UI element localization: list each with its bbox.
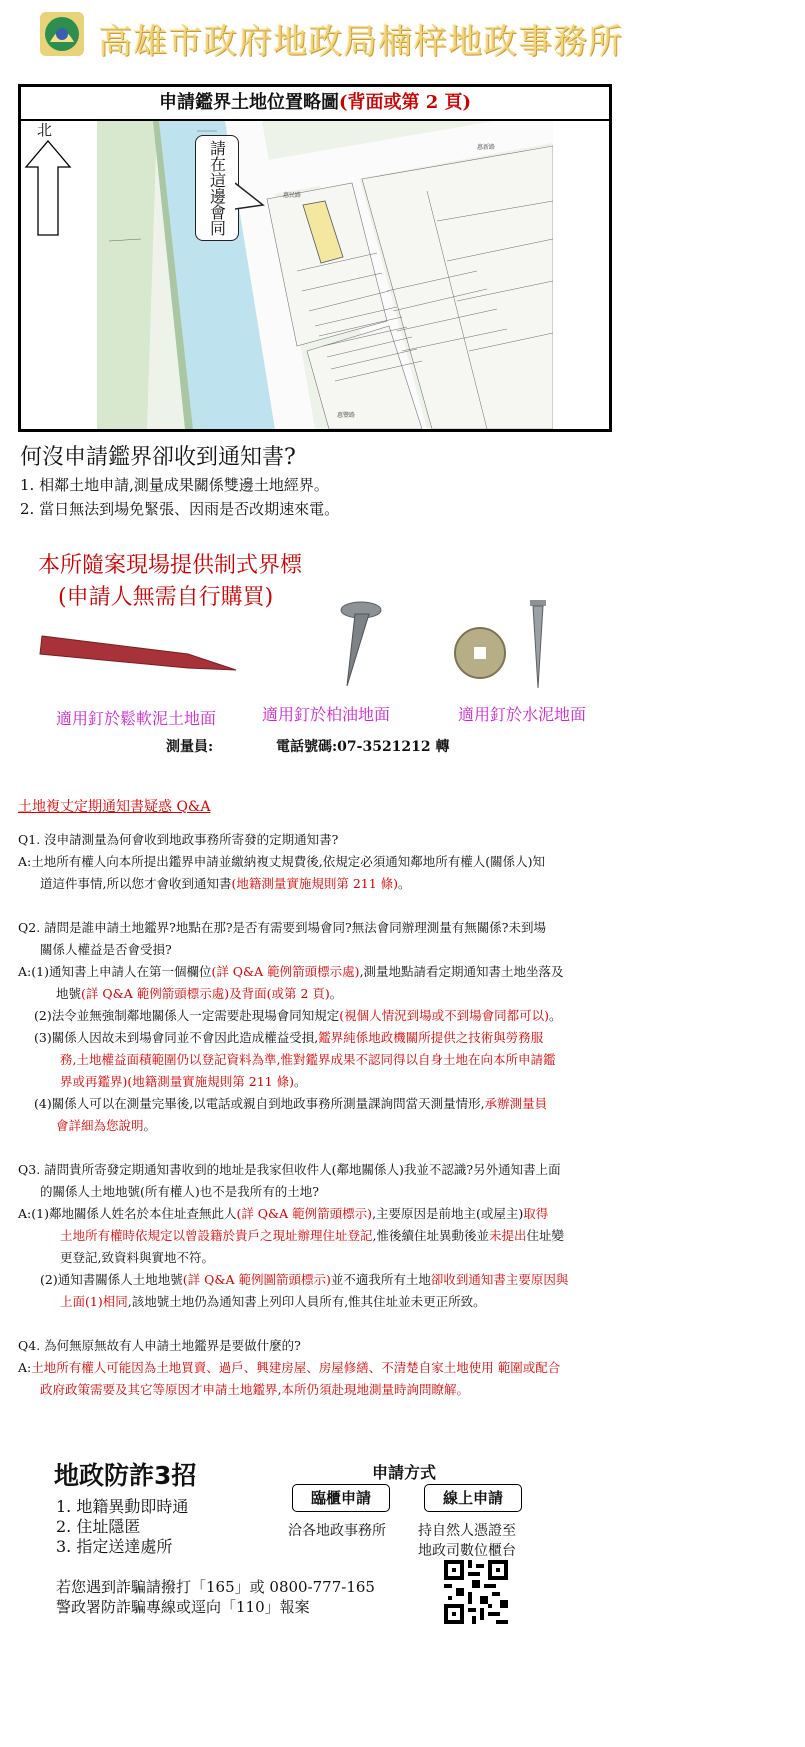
a2-line4: (3)關係人因故未到場會同並不會因此造成權益受損,鑑界純係地政機關所提供之技術與勞務服 [34,1030,544,1045]
map-road-label-a: 惠民路 [283,192,302,199]
location-map-panel [18,84,612,432]
a4-line2: 政府政策需要及其它等原因才申請土地鑑界,本所仍須赴現地測量時詢問瞭解。 [40,1382,469,1397]
q2-line1: Q2. 請問是誰申請土地鑑界?地點在那?是否有需要到場會同?無法會同辦理測量有無關係?未到場 [18,920,546,935]
office-title: 高雄市政府地政局楠梓地政事務所 [98,22,623,62]
q4-text: Q4. 為何無原無故有人申請土地鑑界是要做什麼的? [18,1338,301,1353]
q3-line2: 的關係人土地地號(所有權人)也不是我所有的土地? [40,1184,319,1199]
wooden-stake-icon [38,630,238,674]
surveyor-label: 測量員: [166,739,214,755]
qr-code-icon[interactable] [444,1560,508,1624]
map-title-text: 申請鑑界土地位置略圖 [158,92,339,113]
fraud-prevention-title: 地政防詐3招 [54,1461,197,1490]
fraud-hotline-2: 警政署防詐騙專線或逕向「110」報案 [56,1598,310,1616]
office-logo-icon [40,12,84,56]
callout-pointer-icon [235,179,265,219]
online-apply-desc-1: 持自然人憑證至 [418,1523,516,1539]
fraud-tip-1: 1. 地籍異動即時通 [56,1497,189,1516]
callout-text: 請在這邊會同 [207,140,227,236]
map-panel-title [21,87,609,121]
map-road-label-b: 惠新路 [477,144,496,151]
concrete-nail-icon [526,600,550,690]
a2-line3: (2)法令並無強制鄰地關係人一定需要赴現場會同知規定(視個人情況到場或不到場會同都可以)。 [34,1008,562,1023]
map-road-label-c: 惠豐路 [337,412,356,419]
a3-line5: 上面(1)相同,該地號土地仍為通知書上列印人員所有,惟其住址並未更正所致。 [60,1294,486,1309]
a2-line7: (4)關係人可以在測量完畢後,以電話或親自到地政事務所測量課詢問當天測量情形,承辦測量員 [34,1096,548,1111]
asphalt-nail-icon [325,600,385,690]
a2-line8: 會詳細為您說明。 [56,1118,157,1133]
counter-apply-desc: 洽各地政事務所 [288,1523,386,1539]
phone-number: 電話號碼:07-3521212 轉 [276,739,450,755]
caption-concrete: 適用釘於水泥地面 [458,705,587,724]
apply-method-title: 申請方式 [372,1463,437,1482]
a2-line2: 地號(詳 Q&A 範例箭頭標示處)及背面(或第 2 頁)。 [56,986,343,1001]
marker-promo-line1: 本所隨案現場提供制式界標 [38,553,303,578]
a2-line6: 界或再鑑界)(地籍測量實施規則第 211 條)。 [60,1074,307,1089]
fraud-hotline-1: 若您遇到詐騙請撥打「165」或 0800-777-165 [56,1578,375,1596]
online-apply-button[interactable]: 線上申請 [424,1484,522,1512]
north-label: 北 [37,121,53,139]
q2-line2: 關係人權益是否會受損? [40,942,172,957]
q3-line1: Q3. 請問貴所寄發定期通知書收到的地址是我家但收件人(鄰地關係人)我並不認識?另外通知書上面 [18,1162,561,1177]
north-arrow-icon [23,139,73,239]
meeting-point-callout [195,135,239,241]
a3-line4: (2)通知書關係人土地地號(詳 Q&A 範例圖箭頭標示)並不適我所有土地卻收到通知書主要原因與 [40,1272,569,1287]
cadastral-map-image [97,121,553,429]
notice-item-1: 1. 相鄰土地申請,測量成果關係雙邊土地經界。 [20,476,329,494]
a2-line5: 務,土地權益面積範圍仍以登記資料為準,惟對鑑界成果不認同得以自身土地在向本所申請鑑 [60,1052,556,1067]
qa-heading: 土地複丈定期通知書疑惑 Q&A [18,799,211,815]
a2-line1: A:(1)通知書上申請人在第一個欄位(詳 Q&A 範例箭頭標示處),測量地點請看定期通知書土地坐落及 [18,964,564,979]
caption-asphalt: 適用釘於柏油地面 [262,705,391,724]
a1-line2: 道這件事情,所以您才會收到通知書(地籍測量實施規則第 211 條)。 [40,876,411,891]
a3-line1: A:(1)鄰地關係人姓名於本住址查無此人(詳 Q&A 範例箭頭標示),主要原因是前地主(或屋主)取得 [18,1206,549,1221]
fraud-tip-2: 2. 住址隱匿 [56,1517,141,1536]
marker-promo-line2: (申請人無需自行購買) [58,585,274,610]
a4-line1: A:土地所有權人可能因為土地買賣、過戶、興建房屋、房屋修繕、不清楚自家土地使用 範圍或配合 [18,1360,561,1375]
online-apply-desc-2: 地政司數位櫃台 [418,1543,516,1559]
notice-title: 何沒申請鑑界卻收到通知書? [20,445,296,470]
north-arrow [23,121,73,231]
fraud-tip-3: 3. 指定送達處所 [56,1537,173,1556]
notice-item-2: 2. 當日無法到場免緊張、因雨是否改期速來電。 [20,500,340,518]
q1-text: Q1. 沒申請測量為何會收到地政事務所寄發的定期通知書? [18,832,339,847]
a1-line1: A:土地所有權人向本所提出鑑界申請並繳納複丈規費後,依規定必須通知鄰地所有權人(關係人)知 [18,854,545,869]
caption-soft-soil: 適用釘於鬆軟泥土地面 [56,709,217,728]
a3-line2: 土地所有權時依規定以曾設籍於貴戶之現址辦理住址登記,惟後續住址異動後並未提出住址變 [60,1228,565,1243]
coin-washer-icon [452,625,508,681]
a3-line3: 更登記,致資料與實地不符。 [60,1250,214,1265]
counter-apply-button[interactable]: 臨櫃申請 [292,1484,390,1512]
map-title-note: (背面或第 2 頁) [338,92,472,113]
